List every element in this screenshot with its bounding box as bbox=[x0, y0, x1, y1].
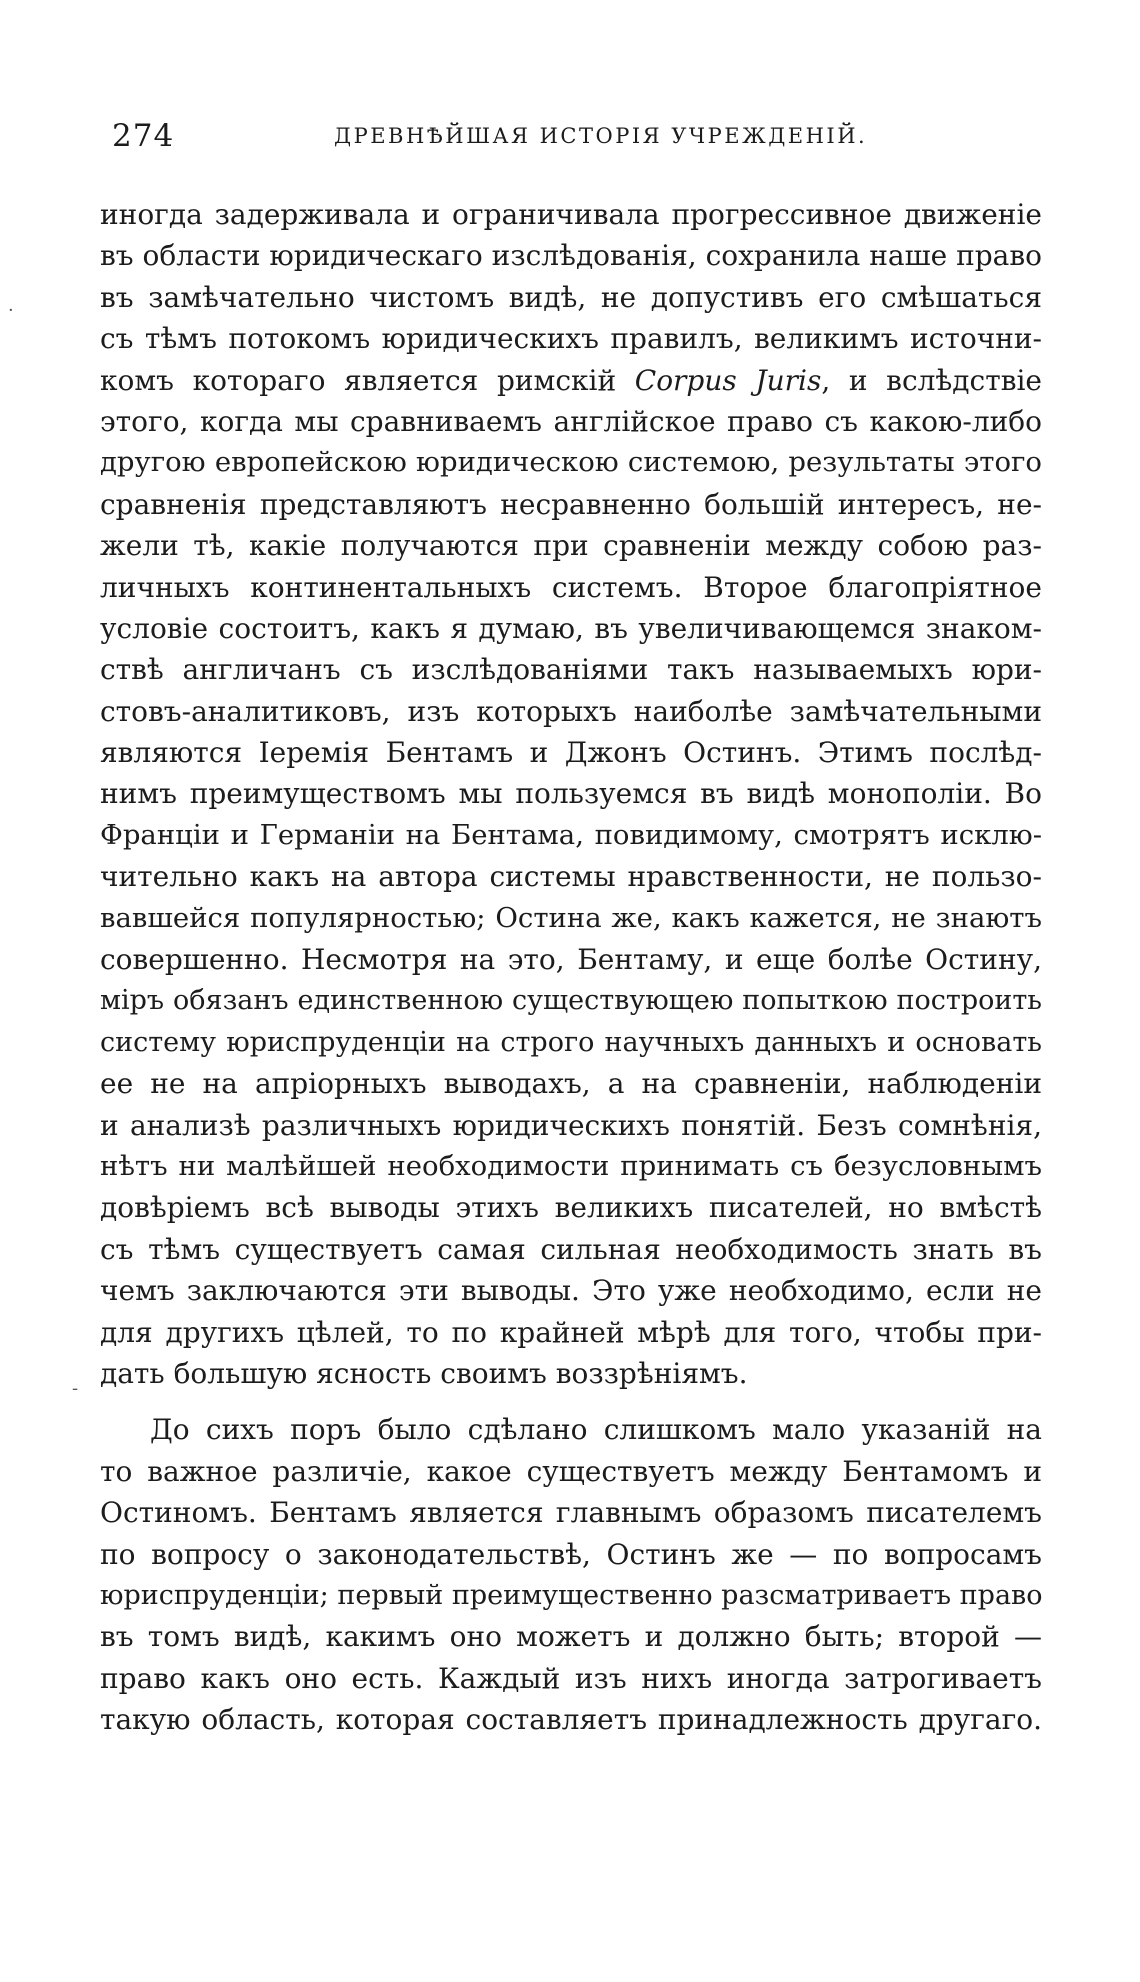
text-line: вавшейся популярностью; Остина же, какъ кажется, не знаютъ bbox=[100, 901, 1042, 934]
text-line: ее не на апріорныхъ выводахъ, а на сравненіи, наблюденіи bbox=[100, 1067, 1042, 1101]
page-number: 274 bbox=[112, 118, 175, 154]
text-line: съ тѣмъ существуетъ самая сильная необходимость знать въ bbox=[100, 1232, 1042, 1266]
text-line: являются Іеремія Бентамъ и Джонъ Остинъ. Этимъ послѣд- bbox=[100, 736, 1042, 770]
text-line: комъ котораго является римскій Corpus Juris, и вслѣдствіе bbox=[100, 363, 1042, 397]
text-line: то важное различіе, какое существуетъ между Бентамомъ и bbox=[100, 1454, 1042, 1488]
margin-speck: - bbox=[72, 1378, 79, 1399]
text-line: условіе состоитъ, какъ я думаю, въ увеличивающемся знаком- bbox=[100, 611, 1042, 645]
text-line: и анализѣ различныхъ юридическихъ понятій. Безъ сомнѣнія, bbox=[100, 1108, 1042, 1142]
text-line: нимъ преимуществомъ мы пользуемся въ видѣ монополіи. Во bbox=[100, 777, 1042, 811]
text-line: жели тѣ, какіе получаются при сравненіи между собою раз- bbox=[100, 529, 1042, 563]
text-line: чемъ заключаются эти выводы. Это уже необходимо, если не bbox=[100, 1274, 1042, 1308]
margin-speck: · bbox=[8, 300, 14, 321]
text-line: сравненія представляютъ несравненно большій интересъ, не- bbox=[100, 487, 1042, 521]
paragraph-gap bbox=[100, 1394, 1042, 1409]
text-line: Остиномъ. Бентамъ является главнымъ образомъ писателемъ bbox=[100, 1496, 1042, 1530]
text-line: съ тѣмъ потокомъ юридическихъ правилъ, великимъ источни- bbox=[100, 322, 1042, 356]
running-head bbox=[112, 118, 1042, 158]
text-line: юриспруденціи; первый преимущественно разсматриваетъ право bbox=[100, 1579, 1043, 1611]
running-title: ДРЕВНѢЙШАЯ ИСТОРІЯ УЧРЕЖДЕНІЙ. bbox=[334, 124, 868, 148]
text-line: чительно какъ на автора системы нравственности, не пользо- bbox=[100, 860, 1042, 894]
text-line: для другихъ цѣлей, то по крайней мѣрѣ для того, чтобы при- bbox=[100, 1315, 1042, 1349]
text-line: совершенно. Несмотря на это, Бентаму, и еще болѣе Остину, bbox=[100, 943, 1042, 977]
text-line: Франціи и Германіи на Бентама, повидимому, смотрятъ исклю- bbox=[100, 818, 1042, 851]
text-line: стовъ-аналитиковъ, изъ которыхъ наиболѣе замѣчательными bbox=[100, 694, 1042, 728]
text-line: нѣтъ ни малѣйшей необходимости принимать съ безусловнымъ bbox=[100, 1149, 1042, 1182]
latin-title: Corpus Juris bbox=[634, 363, 822, 397]
text-line: систему юриспруденціи на строго научныхъ данныхъ и основать bbox=[100, 1026, 1042, 1058]
text-line: личныхъ континентальныхъ системъ. Второе благопріятное bbox=[100, 570, 1042, 604]
text-line: такую область, которая составляетъ принадлежность другаго. bbox=[100, 1703, 1042, 1737]
text-line: въ томъ видѣ, какимъ оно можетъ и должно быть; второй — bbox=[100, 1620, 1042, 1654]
text-line: въ области юридическаго изслѣдованія, сохранила наше право bbox=[100, 239, 1042, 273]
text-line: право какъ оно есть. Каждый изъ нихъ иногда затрогиваетъ bbox=[100, 1661, 1042, 1695]
text-line: другою европейскою юридическою системою, результаты этого bbox=[100, 446, 1042, 479]
text-line: въ замѣчательно чистомъ видѣ, не допустивъ его смѣшаться bbox=[100, 280, 1042, 314]
text-line: ствѣ англичанъ съ изслѣдованіями такъ называемыхъ юри- bbox=[100, 653, 1042, 687]
body-text bbox=[100, 194, 1042, 1740]
text-line: этого, когда мы сравниваемъ англійское право съ какою-либо bbox=[100, 404, 1042, 438]
text-line: довѣріемъ всѣ выводы этихъ великихъ писателей, но вмѣстѣ bbox=[100, 1191, 1042, 1225]
text-line: міръ обязанъ единственною существующею попыткою построить bbox=[100, 985, 1042, 1017]
text-line: дать большую ясность своимъ воззрѣніямъ. bbox=[100, 1356, 748, 1390]
paragraph-1 bbox=[100, 194, 1042, 1394]
text-line: До сихъ поръ было сдѣлано слишкомъ мало указаній на bbox=[150, 1413, 1042, 1447]
paragraph-2 bbox=[100, 1409, 1042, 1740]
text-line: по вопросу о законодательствѣ, Остинъ же — по вопросамъ bbox=[100, 1537, 1042, 1571]
text-line: иногда задерживала и ограничивала прогрессивное движеніе bbox=[100, 198, 1042, 231]
